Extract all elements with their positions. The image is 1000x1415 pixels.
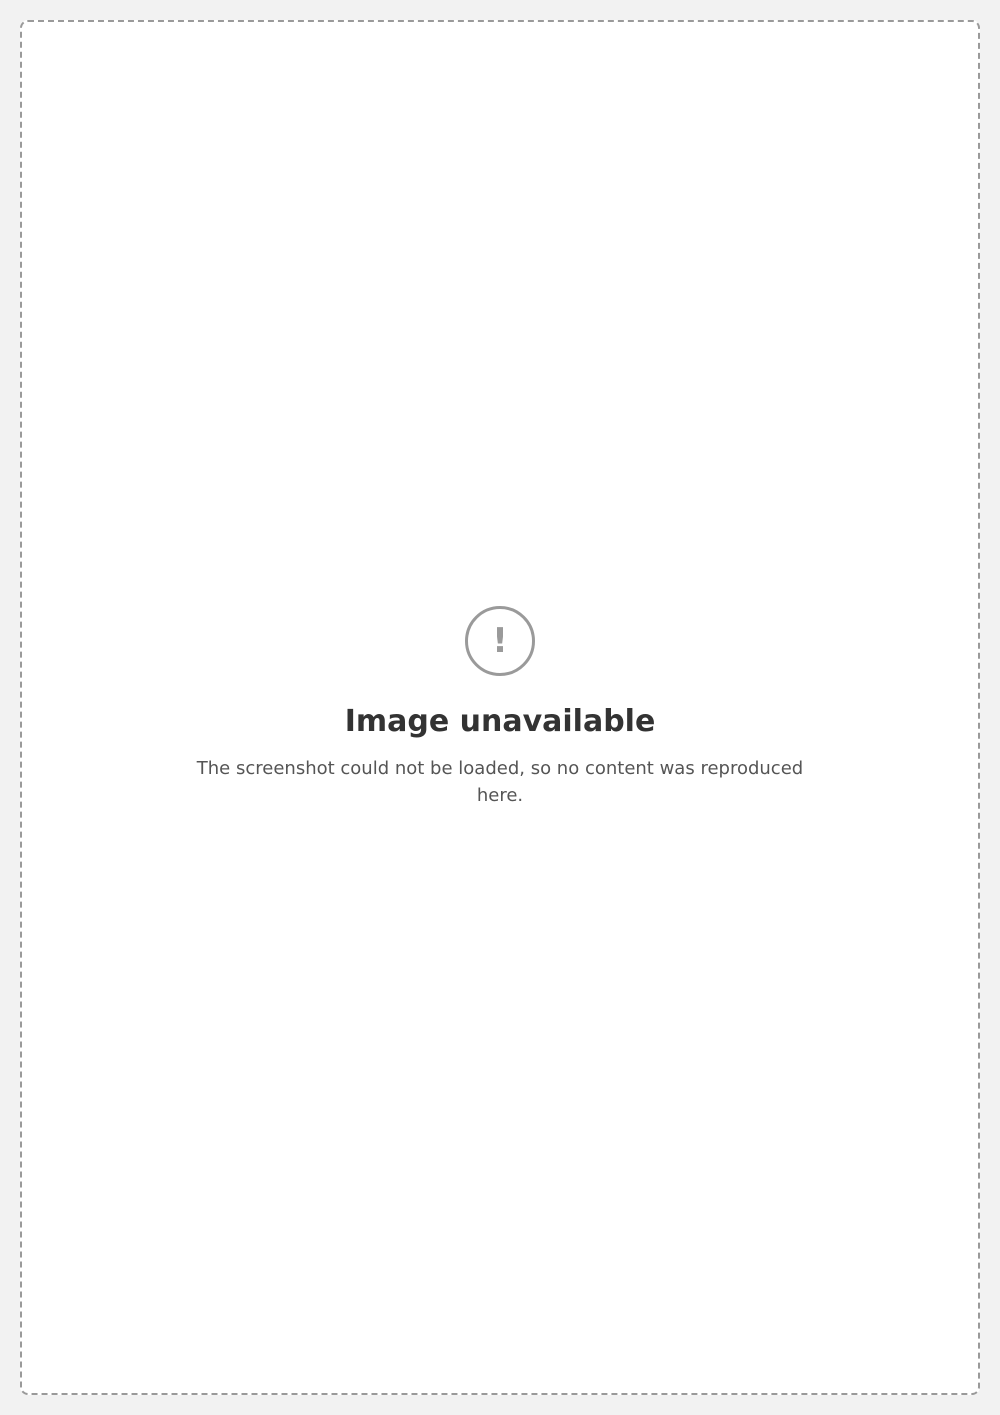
placeholder-frame <box>20 20 980 1395</box>
placeholder-title: Image unavailable <box>344 704 656 739</box>
warning-icon: ! <box>465 606 535 676</box>
placeholder-message: The screenshot could not be loaded, so no content was reproduced here. <box>196 758 804 806</box>
